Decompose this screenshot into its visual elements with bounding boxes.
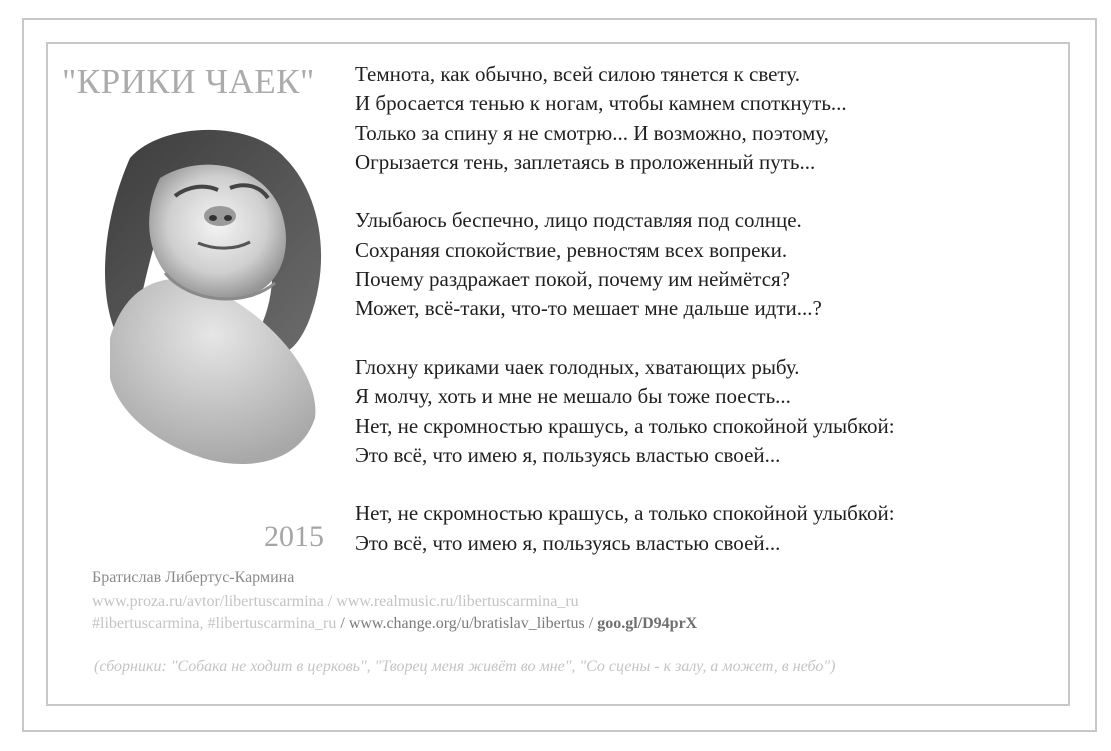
poem-line: Это всё, что имею я, пользуясь властью своей... [355,442,781,467]
change-org-link[interactable]: www.change.org/u/bratislav_libertus [348,615,585,632]
year-label: 2015 [264,520,324,553]
poem-line: Только за спину я не смотрю... И возможно, поэтому, [355,120,829,145]
poem-text [355,60,1055,558]
poem-line: Глохну криками чаек голодных, хватающих рыбу. [355,354,800,379]
poem-line: Улыбаюсь беспечно, лицо подставляя под солнце. [355,208,802,233]
author-name: Братислав Либертус-Кармина [92,569,295,586]
poem-line: Может, всё-таки, что-то мешает мне дальше идти...? [355,296,822,321]
poem-line: Огрызается тень, заплетаясь в проложенный путь... [355,149,816,174]
poem-line: Нет, не скромностью крашусь, а только спокойной улыбкой: [355,413,895,438]
poem-line: Нет, не скромностью крашусь, а только спокойной улыбкой: [355,501,895,526]
portrait-image [70,118,340,478]
link-separator: / [323,593,337,610]
poem-line: Сохраняя спокойствие, ревностям всех вопреки. [355,237,788,262]
link-separator: / [584,615,598,632]
collections-note: (сборники: "Собака не ходит в церковь", "Творец меня живёт во мне", "Со сцены - к залу, а может, в небо") [94,658,836,675]
link-separator: / [336,615,349,632]
stanza-3 [355,353,1055,470]
stanza-4 [355,499,1055,558]
links-row-2 [92,615,697,633]
realmusic-link[interactable]: www.realmusic.ru/libertuscarmina_ru [336,593,579,610]
poem-line: Почему раздражает покой, почему им неймётся? [355,267,791,292]
links-row-1 [92,593,579,611]
proza-link[interactable]: www.proza.ru/avtor/libertuscarmina [92,593,324,610]
googl-link[interactable]: goo.gl/D94prX [597,615,698,632]
poem-line: Темнота, как обычно, всей силою тянется к свету. [355,62,800,86]
stanza-1 [355,60,1055,177]
poem-line: Я молчу, хоть и мне не мешало бы тоже поесть... [355,384,791,409]
poem-line: И бросается тенью к ногам, чтобы камнем споткнуть... [355,91,847,116]
poem-line: Это всё, что имею я, пользуясь властью своей... [355,530,781,555]
poem-title: "КРИКИ ЧАЕК" [62,62,315,101]
hashtags: #libertuscarmina, #libertuscarmina_ru [92,615,337,632]
stanza-2 [355,206,1055,323]
